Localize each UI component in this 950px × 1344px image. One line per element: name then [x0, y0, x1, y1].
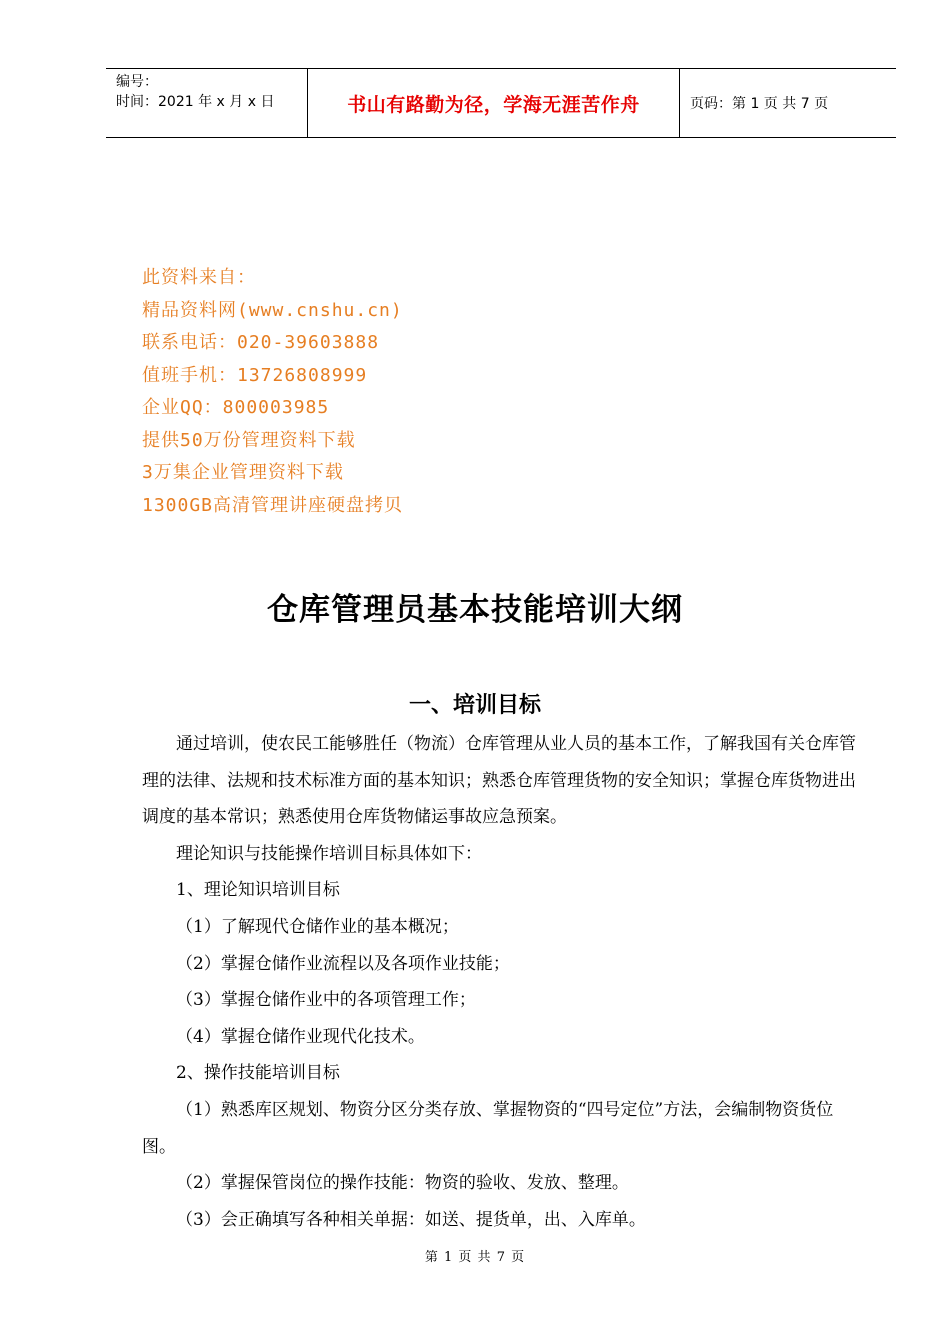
list-item: （3）会正确填写各种相关单据：如送、提货单，出、入库单。 [176, 1209, 646, 1230]
source-line: 1300GB高清管理讲座硬盘拷贝 [142, 494, 404, 516]
source-line: 此资料来自： [142, 267, 256, 288]
source-line: 3万集企业管理资料下载 [142, 462, 344, 483]
section-title: 一、培训目标 [408, 693, 541, 718]
source-info [142, 262, 403, 522]
skill-heading: 2、操作技能培训目标 [176, 1063, 340, 1084]
header-meta [106, 69, 308, 137]
number-label: 编号： [116, 74, 158, 90]
document-body [142, 726, 860, 1238]
page-info: 页码：第 1 页 共 7 页 [690, 96, 829, 112]
header-page-info [680, 69, 896, 137]
list-item: （1）熟悉库区规划、物资分区分类存放、掌握物资的“四号定位”方法，会编制物资货位图。 [142, 1099, 834, 1157]
source-line: 联系电话：020-39603888 [142, 332, 380, 353]
list-item: （2）掌握仓储作业流程以及各项作业技能； [176, 953, 510, 974]
document-title: 仓库管理员基本技能培训大纲 [267, 592, 683, 628]
paragraph-goals-intro: 理论知识与技能操作培训目标具体如下： [176, 843, 482, 864]
source-line: 提供50万份管理资料下载 [142, 429, 356, 451]
header-motto-cell [308, 69, 680, 137]
header-table [106, 68, 896, 138]
source-line: 精品资料网(www.cnshu.cn) [142, 299, 403, 321]
list-item: （4）掌握仓储作业现代化技术。 [176, 1026, 425, 1047]
source-line: 企业QQ：800003985 [142, 397, 330, 418]
page-footer: 第 1 页 共 7 页 [424, 1250, 526, 1265]
source-line: 值班手机：13726808999 [142, 364, 368, 386]
motto: 书山有路勤为径，学海无涯苦作舟 [347, 93, 640, 116]
list-item: （3）掌握仓储作业中的各项管理工作； [176, 990, 476, 1011]
list-item: （1）了解现代仓储作业的基本概况； [176, 916, 459, 937]
time-label: 时间：2021 年 x 月 x 日 [116, 94, 275, 110]
paragraph-intro: 通过培训，使农民工能够胜任（物流）仓库管理从业人员的基本工作，了解我国有关仓库管理的法律、法规和技术标准方面的基本知识；熟悉仓库管理货物的安全知识；掌握仓库货物进出调度的基本常识；熟悉使用仓库货物储运事故应急预案。 [142, 734, 856, 828]
list-item: （2）掌握保管岗位的操作技能：物资的验收、发放、整理。 [176, 1173, 629, 1194]
theory-heading: 1、理论知识培训目标 [176, 880, 340, 901]
